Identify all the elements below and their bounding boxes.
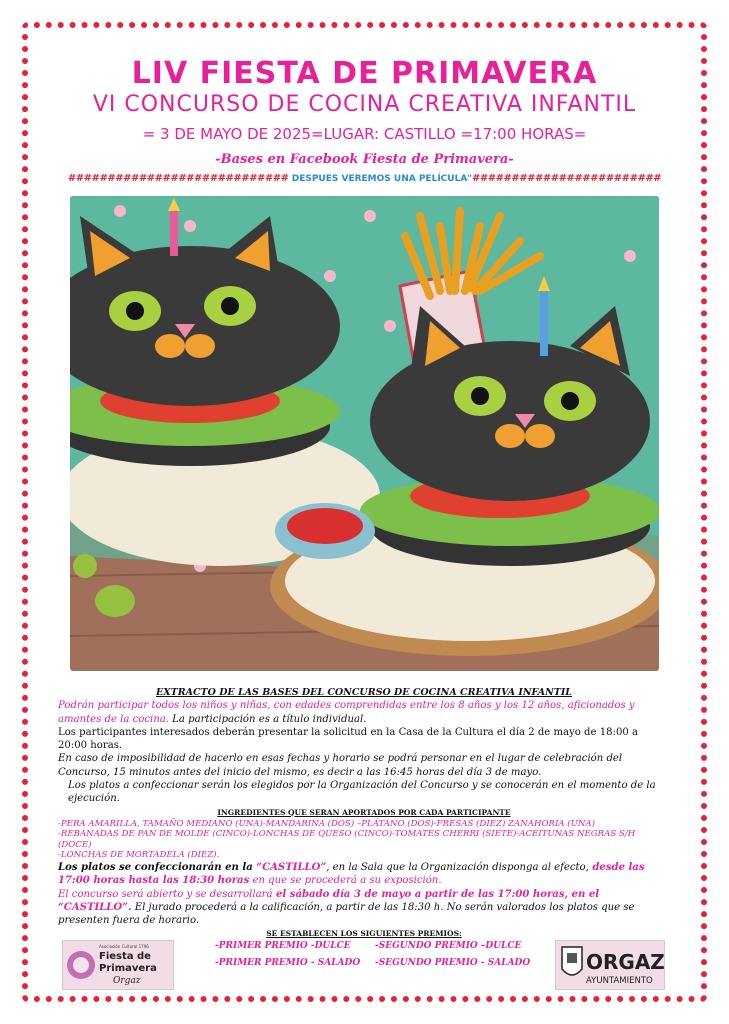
contest-date: el sábado día 3 de mayo a partir de las 17:00 horas, en el “CASTILLO”. [58, 888, 600, 913]
ingredients-line-1: -PERA AMARILLA, TAMAÑO MEDIANO (UNA)-MANDARINA (DOS) –PLÁTANO (DOS)-FRESAS (DIEZ) ZANAHORIA (UNA) [58, 818, 595, 829]
hash-left: ############################ [67, 173, 289, 184]
prize-second-savory: -SEGUNDO PREMIO - SALADO [375, 958, 531, 968]
participation-paragraph [58, 699, 670, 726]
logo-left-small: Asociación Cultural 1796 [99, 944, 149, 949]
prizes-heading: SE ESTABLECEN LOS SIGUIENTES PREMIOS: [266, 929, 462, 939]
location-room: , en la Sala que la Organización disponga al efecto, [326, 861, 589, 873]
prize-second-sweet: -SEGUNDO PREMIO –DULCE [375, 941, 522, 951]
illustration-svg [70, 196, 659, 671]
date-place-line: = 3 DE MAYO DE 2025=LUGAR: CASTILLO =17:00 HORAS= [142, 125, 587, 143]
logo-right-line2: AYUNTAMIENTO [586, 976, 653, 986]
fiesta-logo-svg [63, 941, 173, 989]
movie-text: DESPUES VEREMOS UNA PELÍCULA" [291, 174, 472, 184]
logo-left-line2: Primavera [99, 963, 157, 974]
hash-right: ######################## [471, 173, 662, 184]
logo-left-line3: Orgaz [113, 976, 141, 986]
ingredients-heading: INGREDIENTES QUE SERAN APORTADOS POR CADA PARTICIPANTE [217, 807, 511, 817]
ingredients-line-3: -LONCHAS DE MORTADELA (DIEZ). [58, 850, 220, 861]
prize-first-sweet: -PRIMER PREMIO -DULCE [215, 941, 351, 951]
logo-left-line1: Fiesta de [99, 951, 151, 962]
individual-text: La participación es a título individual. [168, 713, 367, 725]
orgaz-logo-svg [556, 941, 664, 989]
logo-right-line1: ORGAZ [586, 950, 664, 974]
poster-title: LIV FIESTA DE PRIMAVERA [131, 56, 598, 91]
location-paragraph [58, 861, 670, 888]
contest-jury: El jurado procederá a la calificación, a partir de las 18:30 h. No serán valorados los platos que se presenten fuera de horario. [58, 901, 635, 927]
alternative-text: En caso de imposibilidad de hacerlo en esas fechas y horario se podrá personar en el lugar de celebración del Concurso, 15 minutos antes del inicio del mismo, es decir a las 16:45 horas del día 3 de mayo. [58, 753, 623, 778]
cat-burgers-illustration [70, 196, 659, 671]
prizes-list [215, 938, 545, 972]
rules-heading: EXTRACTO DE LAS BASES DEL CONCURSO DE COCINA CREATIVA INFANTIL [156, 687, 572, 698]
fiesta-primavera-logo [62, 940, 174, 990]
location-exhibit: en que se procederá a su exposición. [249, 875, 442, 887]
dishes-text: Los platos a confeccionar serán los elegidos por la Organización del Concurso y se conocerán en el momento de la ejecución. [68, 780, 656, 805]
rules-text [58, 686, 670, 941]
poster-subtitle: VI CONCURSO DE COCINA CREATIVA INFANTIL [92, 92, 637, 117]
prize-first-savory: -PRIMER PREMIO - SALADO [215, 958, 361, 968]
location-lead: Los platos se confeccionarán en la [58, 861, 253, 873]
prizes-first-column [215, 938, 375, 972]
location-castillo: “CASTILLO” [252, 861, 327, 873]
application-text: Los participantes interesados deberán presentar la solicitud en la Casa de la Cultura el día 2 de mayo de 18:00 a 20:00 horas. [58, 726, 639, 752]
participation-text: Podrán participar todos los niños y niñas, con edades comprendidas entre los 8 años y los 12 años, aficionados y amantes de la cocina. [58, 700, 635, 725]
location-hours: desde las 17:00 horas hasta las 18:30 horas [58, 861, 645, 887]
movie-line [0, 173, 729, 184]
bases-line: -Bases en Facebook Fiesta de Primavera- [215, 152, 514, 167]
contest-lead: El concurso será abierto y se desarrollará [58, 888, 273, 900]
ingredients-line-2: -REBANADAS DE PAN DE MOLDE (CINCO)-LONCHAS DE QUESO (CINCO)-TOMATES CHERRI (SIETE)-ACEITUNAS NEGRAS S/H (DOCE) [58, 829, 636, 850]
orgaz-logo [555, 940, 665, 990]
contest-paragraph [58, 888, 670, 928]
prizes-second-column [375, 938, 535, 972]
